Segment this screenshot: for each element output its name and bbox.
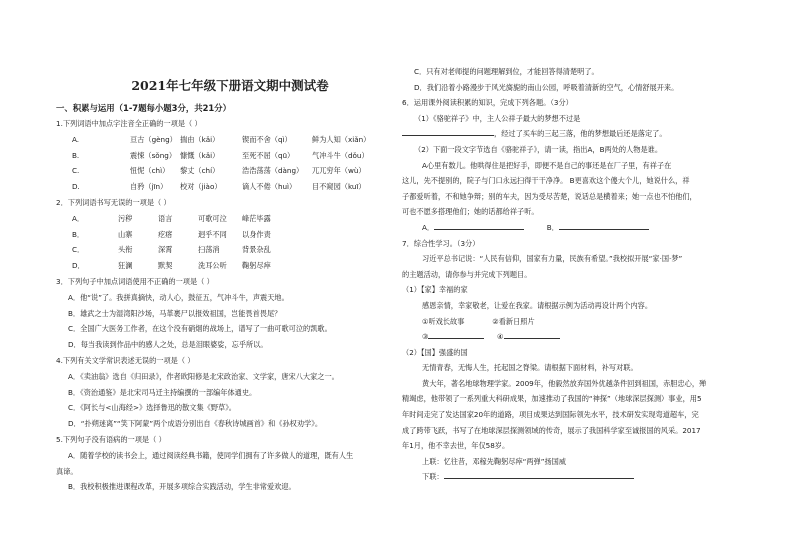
q7-stem: 7．综合性学习。（3分）	[402, 238, 480, 248]
option-word: 锲而不舍（qì）	[242, 134, 292, 144]
option-word: 背景杂乱	[242, 245, 271, 255]
q5-option-a: A．随着学校的读书会上，通过阅读经典书籍，使同学们拥有了许多做人的道理，既有人生	[68, 450, 354, 460]
q3-option-c: C．全国广大医务工作者，在这个没有硝烟的战场上，谱写了一曲可歌可泣的凯歌。	[68, 324, 332, 334]
couplet-lower-blank[interactable]	[444, 470, 634, 479]
q6-part2: （2）下面一段文字节选自《骆驼祥子》，请一读，指出A，B两处的人物是谁。	[414, 144, 663, 154]
q7-part2-heading: （2）【国】强盛的国	[402, 347, 468, 357]
q4-option-a: A．《卖油翁》选自《归田录》，作者欧阳修是北宋政治家、文学家，唐宋八大家之一。	[68, 371, 339, 381]
q1-option-row	[56, 132, 394, 148]
q6-part1	[402, 111, 774, 127]
option-word: 谪人不倦（huì）	[242, 182, 297, 192]
option-word: 狂澜	[118, 261, 133, 271]
couplet-lower	[402, 469, 774, 485]
option-letter: B．	[72, 229, 85, 239]
q6-part1-tail: ，经过了买车的三起三落，他的梦想最后还是落定了。	[494, 129, 667, 139]
page-title: 2021年七年级下册语文期中测试卷	[131, 78, 329, 93]
option-letter: D．	[72, 261, 85, 271]
option-word: 语言	[158, 213, 173, 223]
q6-part1-cont	[402, 126, 774, 142]
answer-b-label: B．	[546, 222, 559, 232]
option-word: 鲜为人知（xiǎn）	[312, 134, 371, 144]
option-word: 山寨	[118, 229, 133, 239]
option-word: 忸怩（chì）	[130, 166, 170, 176]
option-word: 至死不屈（qū）	[242, 150, 295, 160]
q7-intro-2: 的主题活动，请你参与并完成下列题目。	[402, 269, 532, 279]
q2-option-row	[56, 242, 394, 258]
passage-line-4: 可也不愿多搭理他们；她的话都给祥子听。	[402, 207, 539, 217]
q7-answer-row	[402, 329, 774, 345]
q1-options	[56, 132, 394, 195]
option-word: 鞠躬尽瘁	[242, 261, 271, 271]
q5-option-b: B．我校积极推进课程改革，开展多项综合实践活动，学生非常爱欢迎。	[68, 482, 296, 492]
option-word: 扫荡消	[198, 245, 220, 255]
option-word: 校对（jiào）	[180, 182, 222, 192]
material-line-5: 年1月，他不幸去世，年仅58岁。	[402, 441, 510, 451]
q7-intro-1: 习近平总书记说：“人民有信仰，国家有力量，民族有希望。”我校拟开展“家·国·梦”	[422, 254, 683, 264]
option-word: 揣由（kǎi）	[180, 134, 220, 144]
option-word: 气冲斗牛（dǒu）	[312, 150, 369, 160]
passage-line-1: A心里有数儿。他哄得住是把好手，即便不是自己的事还是在厂子里，有祥子在	[422, 160, 672, 170]
answer-b-blank[interactable]	[559, 221, 649, 230]
q4-stem: 4.下列有关文学常识表述无误的一项是（ ）	[56, 355, 195, 365]
q6-answer-row	[402, 220, 774, 236]
q7-part1-heading: （1）【家】幸福的家	[402, 285, 468, 295]
option-letter: C．	[72, 245, 85, 255]
q5-option-d: D．我们沿着小路漫步于风光旖旎的南山公园，呼吸着清新的空气，心情舒展开来。	[414, 82, 679, 92]
option-letter: D.	[72, 182, 80, 192]
option-word: 目不窥园（kuī）	[312, 182, 366, 192]
option-letter: A．	[72, 213, 85, 223]
q2-option-row	[56, 258, 394, 274]
q5-option-a-cont: 真谛。	[56, 466, 78, 476]
q7-example-row	[402, 314, 774, 330]
q2-option-row	[56, 211, 394, 227]
option-word: 亘古（gèng）	[130, 134, 177, 144]
option-word: 慷慨（kǎi）	[180, 150, 220, 160]
answer-3-label: ③	[422, 332, 429, 342]
q4-option-c: C．《阿长与<山海经>》选择鲁迅的散文集《野草》。	[68, 403, 236, 413]
option-letter: B.	[72, 150, 80, 160]
q2-stem: 2．下列词语书写无误的一项是（ ）	[56, 197, 171, 207]
material-line-4: 成了跨带飞跃，书写了在地球深层探测领域的传奇，展示了我国科学家至诚报国的风采。2017	[402, 425, 701, 435]
option-word: 迥乎不同	[198, 229, 227, 239]
q2-options	[56, 211, 394, 274]
passage-line-3: 子都爱听着，不和她争辩；别的车夫，因为受尽苦楚，说话总是横着来；她一点也不怕他们，	[402, 191, 697, 201]
q4-option-b: B．《资治通鉴》是北宋司马迁主持编撰的一部编年体通史。	[68, 387, 257, 397]
option-word: 污秽	[118, 213, 133, 223]
passage-line-2: 这儿，先不提别的，院子与门口永远扫得干干净净。 B更喜欢这个傻大个儿，她说什么，祥	[402, 176, 690, 186]
material-line-3: 年时间走完了发达国家20年的道路，项目成果达到国际领先水平，技术研发实现弯道超车，完	[402, 410, 699, 420]
q1-stem: 1.下列词语中加点字注音全正确的一项是（ ）	[56, 119, 202, 128]
answer-3-blank[interactable]	[428, 330, 484, 339]
q3-option-d: D．每当我读到作品中的感人之处，总是泪眼婆娑，忘乎所以。	[68, 340, 268, 350]
q1-option-row	[56, 163, 394, 179]
q1-option-row	[56, 148, 394, 164]
option-word: 洗耳公听	[198, 261, 227, 271]
left-column	[56, 78, 394, 495]
option-letter: A.	[72, 134, 80, 144]
option-word: 以身作责	[242, 229, 271, 239]
material-line-1: 黄大年，著名地球物理学家。2009年，他毅然放弃国外优越条件回到祖国，赤胆忠心，殚	[422, 378, 707, 388]
section-heading: 一、积累与运用（1-7题每小题3分，共21分）	[56, 103, 231, 113]
answer-a-label: A．	[422, 222, 435, 232]
q5-stem: 5.下列句子没有语病的一项是（ ）	[56, 434, 166, 444]
q6-stem: 6．运用课外阅读积累的知识，完成下列各题。（3分）	[402, 98, 573, 108]
q3-option-a: A．他“说”了。我拼真摘快，动人心，鼓征五，气冲斗牛，声震天地。	[68, 292, 289, 302]
q3-stem: 3．下列句子中加点词语使用不正确的一项是（ ）	[56, 276, 214, 286]
material-line-2: 精竭虑，他带领了一系列重大科研成果，加速推动了我国的“神探”（地球深层探测）事业，用5	[402, 394, 702, 404]
option-word: 可歌可泣	[198, 213, 227, 223]
option-word: 浩浩荡荡（dàng）	[242, 166, 304, 176]
q1-option-row	[56, 179, 394, 195]
couplet-upper: 上联：忆往昔，邓稼先鞠躬尽瘁“两弹”扬国威	[422, 456, 567, 466]
example-2: ②看新日照片	[492, 316, 535, 326]
example-1: ①听戏长故事	[422, 316, 465, 326]
option-word: 深霄	[158, 245, 173, 255]
option-word: 默契	[158, 261, 173, 271]
q4-option-d: D．“扑朔迷离”“笑下阿蒙”两个成语分别出自《春秋诗城画首》和《孙权劝学》。	[68, 419, 323, 429]
answer-4-label: ④	[497, 332, 504, 342]
answer-a-blank[interactable]	[434, 221, 524, 230]
option-word: 震悚（sǒng）	[130, 150, 177, 160]
option-word: 黎丈（chí）	[180, 166, 220, 176]
option-letter: C.	[72, 166, 80, 176]
q7-part1-text: 感恩亲情，幸家敬老，让爱在我家。请根据示例为活动再设计两个内容。	[422, 300, 653, 310]
option-word: 头衔	[118, 245, 133, 255]
q7-part2-text: 无情青春，无悔人生，托起国之脊梁。请根据下面材料，补写对联。	[422, 363, 638, 373]
q2-option-row	[56, 227, 394, 243]
option-word: 自矜（jīn）	[130, 182, 168, 192]
answer-blank[interactable]	[402, 127, 494, 136]
right-column	[402, 64, 774, 485]
option-word: 峰茫毕露	[242, 213, 271, 223]
option-word: 疙瘩	[158, 229, 173, 239]
answer-4-blank[interactable]	[504, 330, 560, 339]
q3-option-b: B．雄武之士为湿湾阳沙场，马革裹尸以报效祖国，岂能畏首畏尾？	[68, 308, 282, 318]
option-word: 兀兀穷年（wù）	[312, 166, 366, 176]
q6-part1-text: （1）《骆驼祥子》中，主人公祥子最大的梦想不过是	[414, 113, 581, 123]
couplet-lower-label: 下联：	[422, 472, 444, 482]
q5-option-c: C．只有对老师提的问题理解到位，才能回答得清楚明了。	[414, 67, 599, 76]
